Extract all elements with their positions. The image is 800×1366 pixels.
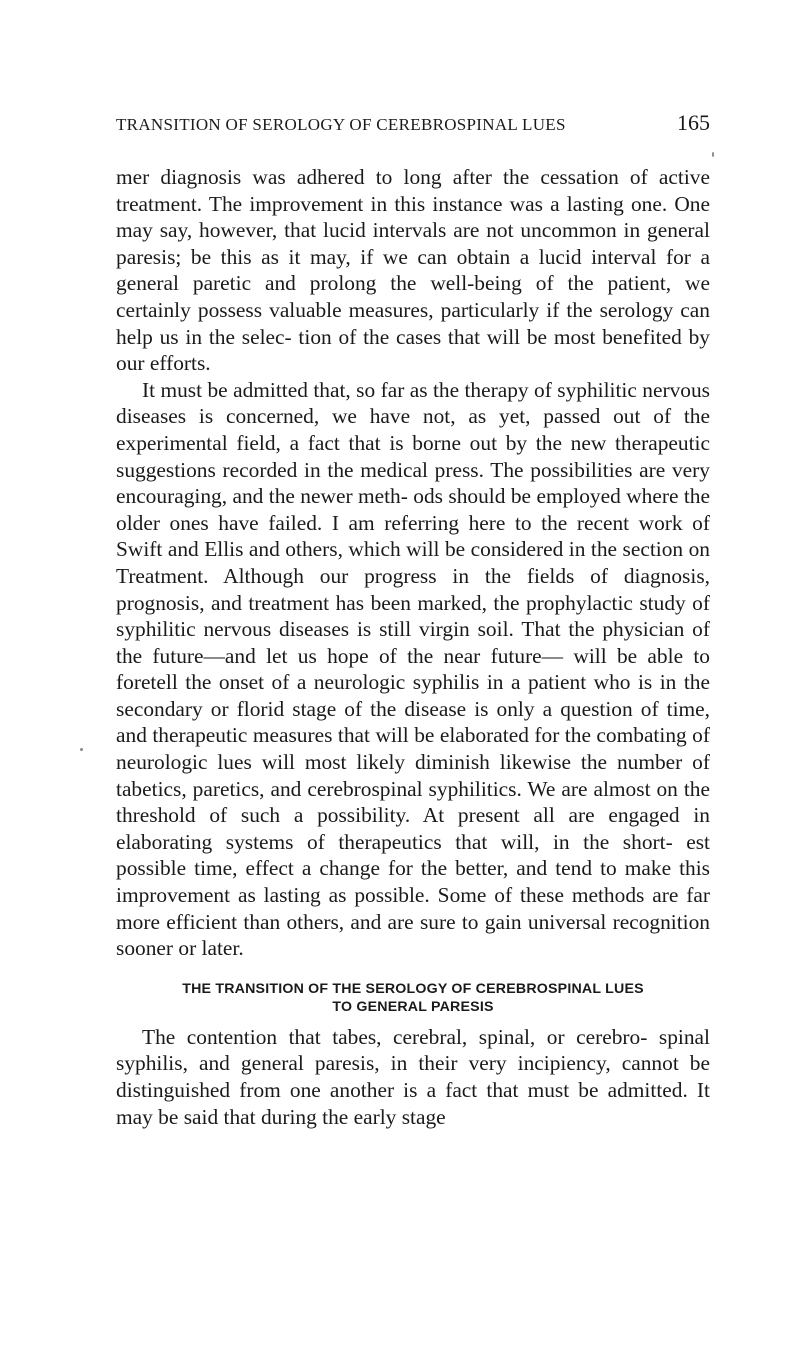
section-heading: [116, 980, 710, 1016]
body-text: [116, 164, 710, 1130]
running-title: TRANSITION OF SEROLOGY OF CEREBROSPINAL LUES: [116, 115, 566, 134]
paragraph: The contention that tabes, cerebral, spinal, or cerebro- spinal syphilis, and general paresis, in their very incipiency, cannot be distinguished from one another is a fact that must be admitted. It may be said that during the early stage: [116, 1024, 710, 1129]
running-head: [116, 110, 710, 144]
section-heading-line: TO GENERAL PARESIS: [332, 998, 494, 1015]
scan-speck: [712, 152, 714, 157]
paragraph-continued: mer diagnosis was adhered to long after the cessation of active treatment. The improvement in this instance was a lasting one. One may say, however, that lucid intervals are not uncommon in general paresis; be this as it may, if we can obtain a lucid interval for a general paretic and prolong the well-being of the patient, we certainly possess valuable measures, particularly if the serology can help us in the selec- tion of the cases that will be most benefited by our efforts.: [116, 165, 710, 376]
paragraph: It must be admitted that, so far as the therapy of syphilitic nervous diseases is concerned, we have not, as yet, passed out of the experimental field, a fact that is borne out by the new therapeutic suggestions recorded in the medical press. The possibilities are very encouraging, and the newer meth- ods should be employed where the older ones have failed. I am referring here to the recent work of Swift and Ellis and others, which will be considered in the section on Treatment. Although our progress in the fields of diagnosis, prognosis, and treatment has been marked, the prophylactic study of syphilitic nervous diseases is still virgin soil. That the physician of the future—and let us hope of the near future— will be able to foretell the onset of a neurologic syphilis in a patient who is in the secondary or florid stage of the disease is only a question of time, and therapeutic measures that will be elaborated for the combating of neurologic lues will most likely diminish likewise the number of tabetics, paretics, and cerebrospinal syphilitics. We are almost on the threshold of such a possibility. At present all are engaged in elaborating systems of therapeutics that will, in the short- est possible time, effect a change for the better, and tend to make this improvement as lasting as possible. Some of these methods are far more efficient than others, and are sure to gain universal recognition sooner or later.: [116, 377, 710, 961]
book-page: [116, 110, 710, 1130]
section-heading-line: THE TRANSITION OF THE SEROLOGY OF CEREBROSPINAL LUES: [182, 980, 644, 997]
page-number: 165: [677, 110, 710, 135]
scan-speck: [80, 748, 83, 751]
